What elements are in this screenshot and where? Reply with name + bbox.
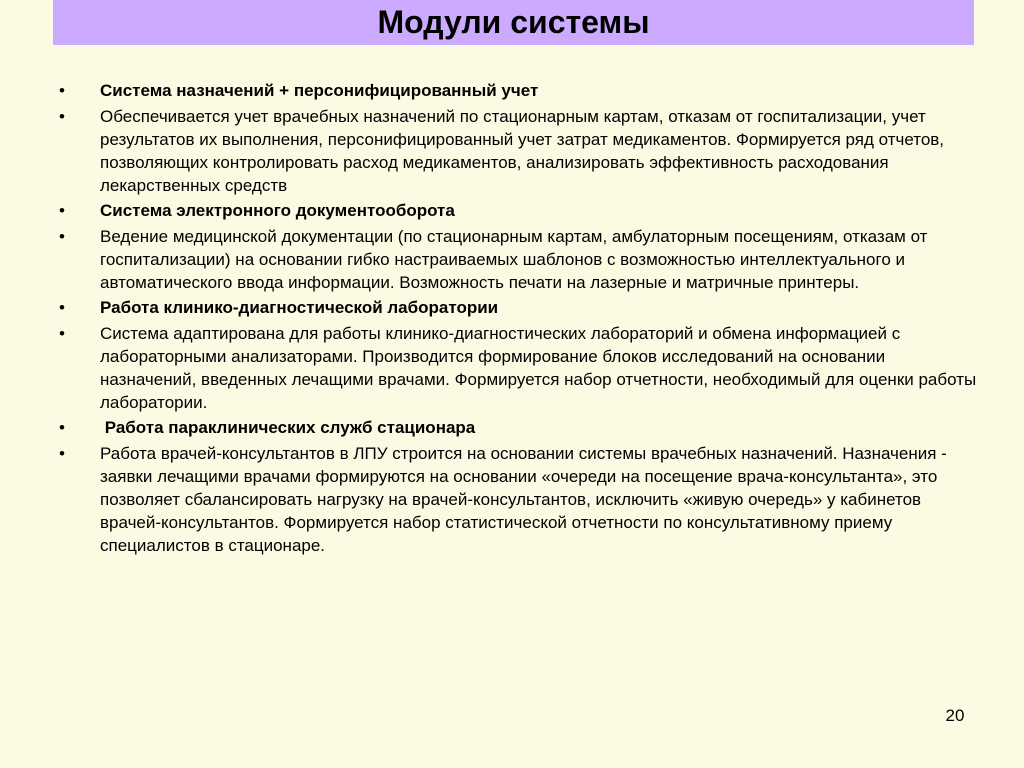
page-number: 20 bbox=[945, 706, 965, 725]
item-body-text: Работа врачей-консультантов в ЛПУ строится на основании системы врачебных назначений. Назначения - заявки лечащими врачами формируются на основании «очереди на посещение врача-консультанта», это позволяет сбалансировать нагрузку на врачей-консультантов, исключить «живую очередь» у кабинетов врачей-консультантов. Формируется набор статистической отчетности по консультативному приему специалистов в стационаре. bbox=[100, 443, 947, 555]
list-item bbox=[59, 322, 979, 414]
item-body-text: Обеспечивается учет врачебных назначений по стационарным картам, отказам от госпитализации, учет результатов их выполнения, персонифицированный учет затрат медикаментов. Формируется ряд отчетов, позволяющих контролировать расход медикаментов, анализировать эффективность расходования лекарственных средств bbox=[100, 106, 945, 195]
item-heading-text: Система электронного документооборота bbox=[100, 201, 455, 220]
item-heading-text: Работа клинико-диагностической лаборатории bbox=[100, 298, 499, 317]
bullet-icon: • bbox=[59, 201, 65, 220]
slide-title: Модули системы bbox=[377, 3, 650, 40]
bullet-icon: • bbox=[59, 226, 65, 246]
list-item-heading bbox=[59, 79, 979, 102]
bullet-icon: • bbox=[59, 106, 65, 126]
item-body-text: Ведение медицинской документации (по стационарным картам, амбулаторным посещениям, отказам от госпитализации) на основании гибко настраиваемых шаблонов с возможностью интеллектуального и автоматического ввода информации. Возможность печати на лазерные и матричные принтеры. bbox=[100, 226, 928, 292]
list-item-heading bbox=[59, 416, 979, 439]
item-heading-text: Работа параклинических служб стационара bbox=[100, 418, 476, 437]
list-item bbox=[59, 105, 979, 197]
item-heading-text: Система назначений + персонифицированный учет bbox=[100, 81, 539, 100]
list-item bbox=[59, 442, 979, 557]
bullet-icon: • bbox=[59, 81, 65, 100]
bullet-icon: • bbox=[59, 418, 65, 437]
bullet-icon: • bbox=[59, 443, 65, 463]
bullet-icon: • bbox=[59, 298, 65, 317]
bullet-list bbox=[59, 79, 979, 559]
list-item-heading bbox=[59, 199, 979, 222]
list-item-heading bbox=[59, 296, 979, 319]
list-item bbox=[59, 225, 979, 294]
title-bar bbox=[53, 0, 974, 45]
item-body-text: Система адаптирована для работы клинико-диагностических лабораторий и обмена информацией с лабораторными анализаторами. Производится формирование блоков исследований на основании назначений, введенных лечащими врачами. Формируется набор отчетности, необходимый для оценки работы лаборатории. bbox=[100, 323, 977, 412]
bullet-icon: • bbox=[59, 323, 65, 343]
